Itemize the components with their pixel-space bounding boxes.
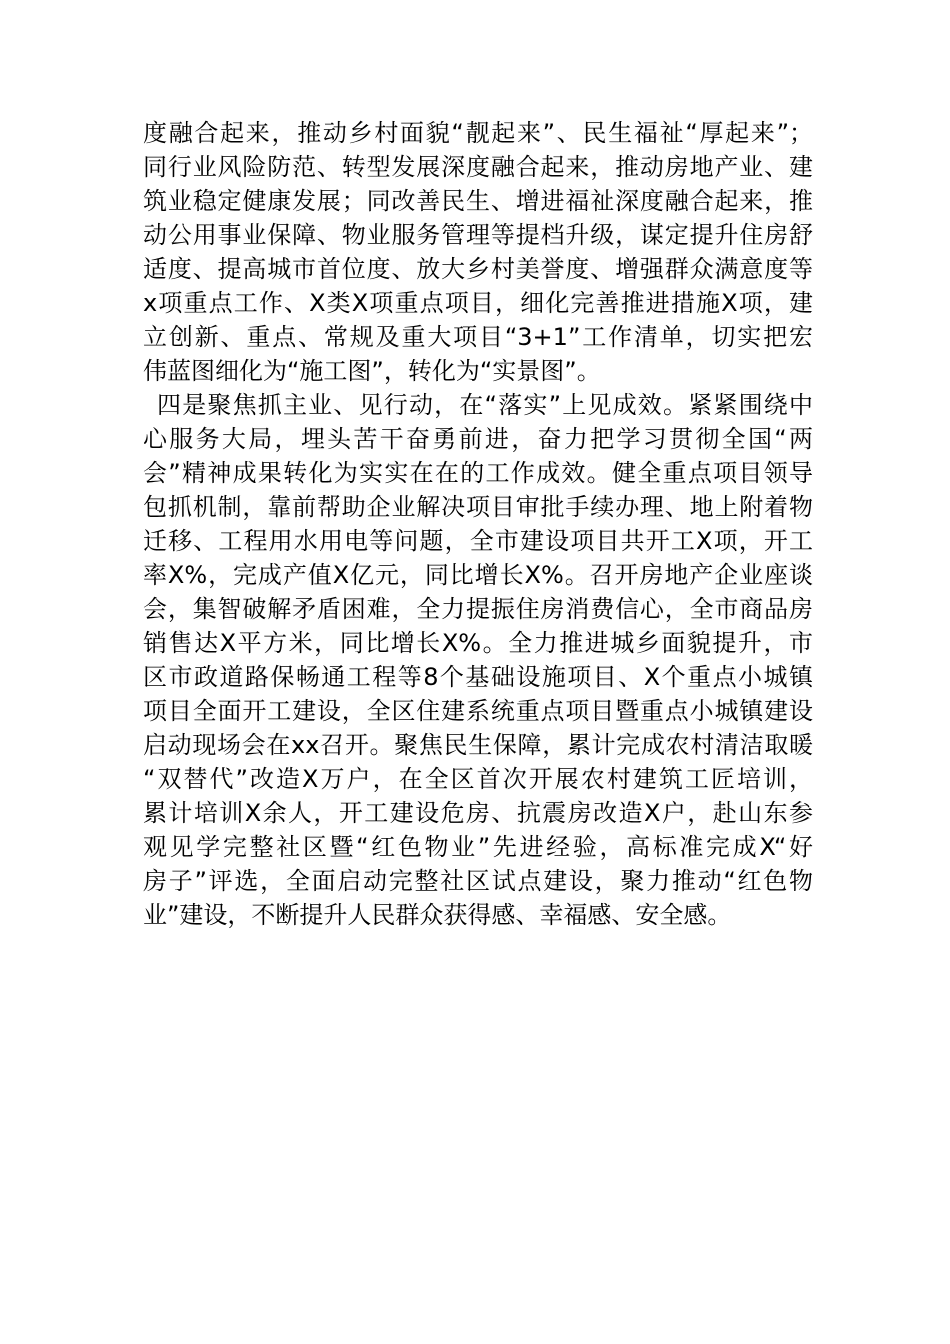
text-line: 会”精神成果转化为实实在在的工作成效。健全重点项目领导 xyxy=(143,459,813,487)
text-line: “双替代”改造X万户，在全区首次开展农村建筑工匠培训， xyxy=(143,765,813,793)
text-line: 业”建设，不断提升人民群众获得感、幸福感、安全感。 xyxy=(143,901,732,929)
text-line: 会，集智破解矛盾困难，全力提振住房消费信心，全市商品房 xyxy=(143,595,813,623)
text-line: 项目全面开工建设，全区住建系统重点项目暨重点小城镇建设 xyxy=(143,697,813,725)
text-line: x项重点工作、X类X项重点项目，细化完善推进措施X项，建 xyxy=(143,289,813,317)
paragraph-2 xyxy=(143,388,813,932)
text-line: 动公用事业保障、物业服务管理等提档升级，谋定提升住房舒 xyxy=(143,221,813,249)
paragraph-1 xyxy=(143,116,813,388)
text-line: 四是聚焦抓主业、见行动，在“落实”上见成效。紧紧围绕中 xyxy=(157,391,813,419)
text-line: 销售达X平方米，同比增长X%。全力推进城乡面貌提升，市 xyxy=(143,629,813,657)
text-line: 心服务大局，埋头苦干奋勇前进，奋力把学习贯彻全国“两 xyxy=(143,425,813,453)
text-line: 启动现场会在xx召开。聚焦民生保障，累计完成农村清洁取暖 xyxy=(143,731,813,759)
text-line: 迁移、工程用水用电等问题，全市建设项目共开工X项，开工 xyxy=(143,527,813,555)
text-line: 观见学完整社区暨“红色物业”先进经验，高标准完成X“好 xyxy=(143,833,813,861)
text-line: 包抓机制，靠前帮助企业解决项目审批手续办理、地上附着物 xyxy=(143,493,813,521)
text-line: 率X%，完成产值X亿元，同比增长X%。召开房地产企业座谈 xyxy=(143,561,813,589)
text-line: 累计培训X余人，开工建设危房、抗震房改造X户，赴山东参 xyxy=(143,799,813,827)
text-line: 筑业稳定健康发展；同改善民生、增进福祉深度融合起来，推 xyxy=(143,187,813,215)
text-line: 度融合起来，推动乡村面貌“靓起来”、民生福祉“厚起来”； xyxy=(143,119,813,147)
text-line: 房子”评选，全面启动完整社区试点建设，聚力推动“红色物 xyxy=(143,867,813,895)
document-body xyxy=(143,116,813,932)
text-line: 同行业风险防范、转型发展深度融合起来，推动房地产业、建 xyxy=(143,153,813,181)
text-line: 区市政道路保畅通工程等8个基础设施项目、X个重点小城镇 xyxy=(143,663,813,691)
text-line: 立创新、重点、常规及重大项目“3+1”工作清单，切实把宏 xyxy=(143,323,813,351)
text-line: 伟蓝图细化为“施工图”，转化为“实景图”。 xyxy=(143,357,601,385)
text-line: 适度、提高城市首位度、放大乡村美誉度、增强群众满意度等 xyxy=(143,255,813,283)
